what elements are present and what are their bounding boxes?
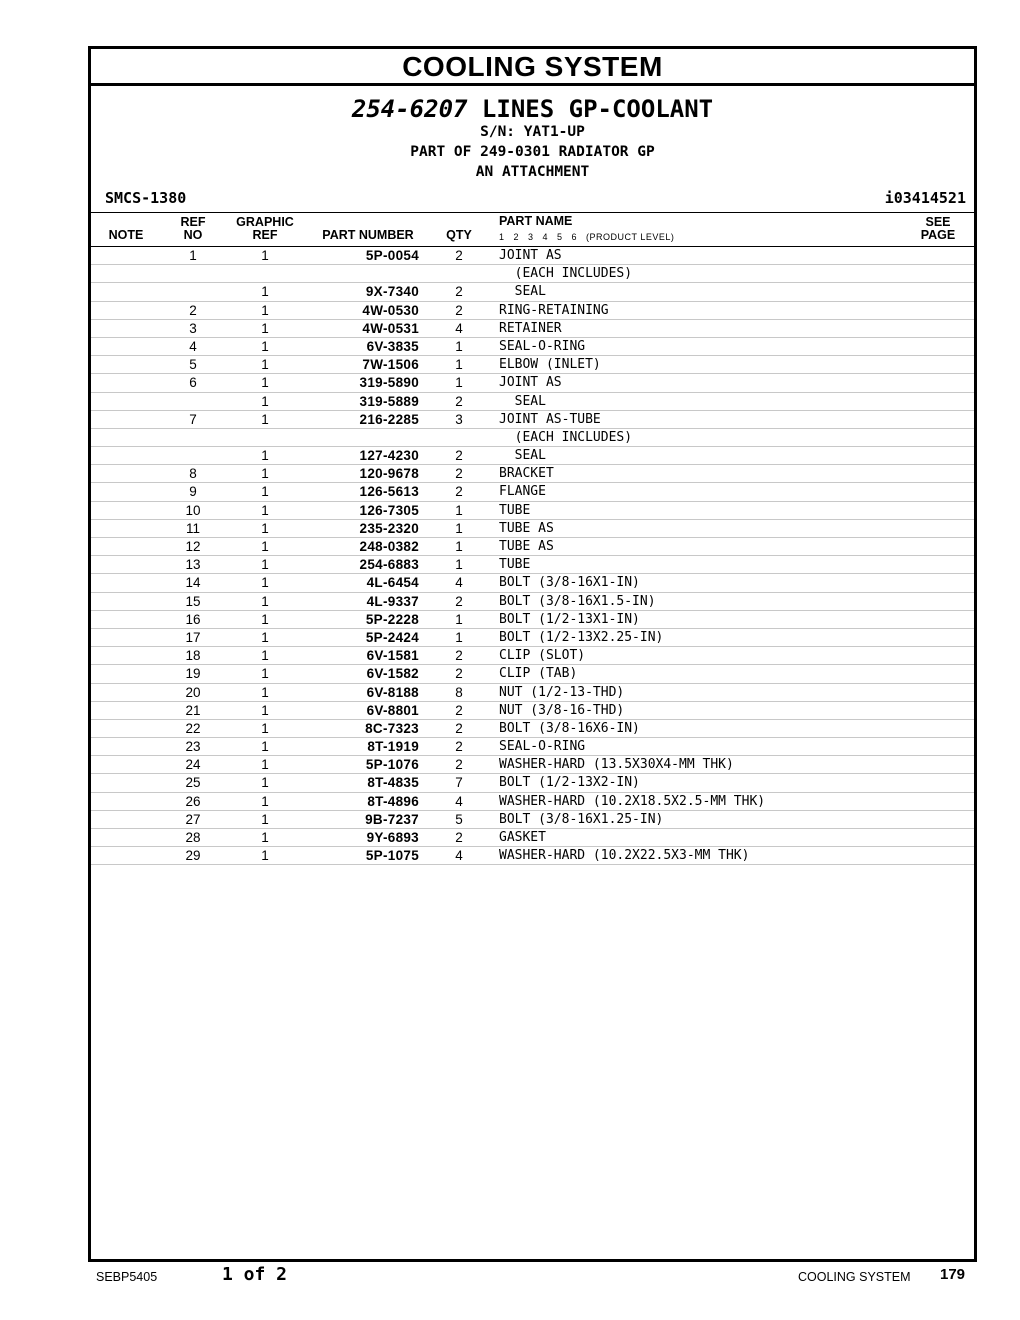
- ref-no-cell: 10: [185, 502, 201, 518]
- graphic-ref-cell: 1: [261, 557, 269, 573]
- part-name-cell: BOLT (3/8-16X1-IN): [499, 575, 640, 591]
- qty-cell: 1: [455, 338, 463, 354]
- footer-section: COOLING SYSTEM: [798, 1270, 911, 1284]
- part-number-cell: 5P-1075: [365, 848, 419, 864]
- table-row: [91, 593, 974, 611]
- part-of-line: PART OF 249-0301 RADIATOR GP: [410, 144, 655, 160]
- qty-cell: 2: [455, 648, 463, 664]
- ref-no-cell: 2: [189, 302, 197, 318]
- table-row: [91, 320, 974, 338]
- part-number-cell: 8C-7323: [365, 720, 419, 736]
- part-name-cell: SEAL: [499, 284, 546, 300]
- graphic-ref-cell: 1: [261, 593, 269, 609]
- table-row: [91, 665, 974, 683]
- part-name-cell: SEAL-O-RING: [499, 338, 586, 354]
- part-number-cell: 5P-1076: [365, 757, 419, 773]
- ref-no-cell: 21: [185, 702, 201, 718]
- header-part-number: PART NUMBER: [322, 228, 414, 242]
- graphic-ref-cell: 1: [261, 357, 269, 373]
- parts-list-frame: [88, 46, 977, 1262]
- qty-cell: 1: [455, 375, 463, 391]
- header-graphic-top: GRAPHIC: [236, 215, 294, 229]
- ref-no-cell: 23: [185, 739, 201, 755]
- part-number-cell: 7W-1506: [362, 357, 419, 373]
- table-row: [91, 793, 974, 811]
- part-name-cell: BOLT (1/2-13X1-IN): [499, 611, 640, 627]
- table-row: [91, 538, 974, 556]
- id-row: [91, 189, 974, 209]
- part-name-cell: BRACKET: [499, 466, 554, 482]
- part-number-cell: 319-5889: [359, 393, 419, 409]
- table-row: [91, 483, 974, 501]
- ref-no-cell: 13: [185, 557, 201, 573]
- part-number-cell: 248-0382: [359, 539, 419, 554]
- ref-no-cell: 29: [185, 848, 201, 864]
- graphic-ref-cell: 1: [261, 502, 269, 518]
- qty-cell: 4: [455, 575, 463, 591]
- part-number-cell: 8T-1919: [367, 739, 419, 755]
- graphic-ref-cell: 1: [261, 848, 269, 864]
- table-row: [91, 283, 974, 301]
- part-name-cell: RING-RETAINING: [499, 302, 609, 318]
- parts-table-body: [91, 247, 974, 865]
- table-row: [91, 738, 974, 756]
- part-number-cell: 126-5613: [359, 484, 419, 500]
- qty-cell: 1: [455, 539, 463, 554]
- graphic-ref-cell: 1: [261, 320, 269, 336]
- qty-cell: 2: [455, 593, 463, 609]
- header-note: NOTE: [108, 228, 144, 242]
- graphic-ref-cell: 1: [261, 775, 269, 791]
- qty-cell: 4: [455, 793, 463, 809]
- part-number-cell: 8T-4896: [367, 793, 419, 809]
- graphic-ref-cell: 1: [261, 302, 269, 318]
- part-number-cell: 4W-0530: [362, 302, 419, 318]
- part-number-cell: 254-6883: [359, 557, 419, 573]
- part-number-cell: 127-4230: [359, 448, 419, 464]
- part-name-cell: FLANGE: [499, 484, 546, 500]
- part-number-cell: 120-9678: [359, 466, 419, 482]
- part-name-cell: SEAL: [499, 393, 546, 409]
- table-row: [91, 829, 974, 847]
- footer-doc-id: SEBP5405: [96, 1270, 158, 1284]
- part-name-cell: BOLT (1/2-13X2-IN): [499, 775, 640, 791]
- qty-cell: 2: [455, 302, 463, 318]
- qty-cell: 1: [455, 502, 463, 518]
- part-name-cell: NUT (3/8-16-THD): [499, 702, 625, 718]
- attachment-line: AN ATTACHMENT: [475, 164, 590, 180]
- part-number-cell: 235-2320: [359, 520, 419, 536]
- qty-cell: 2: [455, 393, 463, 409]
- ref-no-cell: 15: [185, 593, 201, 609]
- qty-cell: 8: [455, 684, 463, 700]
- table-row: [91, 465, 974, 483]
- qty-cell: 1: [455, 557, 463, 573]
- table-row: [91, 756, 974, 774]
- ref-no-cell: 27: [185, 811, 201, 827]
- header-ref-top: REF: [180, 215, 206, 229]
- group-name: LINES GP-COOLANT: [481, 95, 714, 123]
- footer-page-of: 1 of 2: [222, 1264, 288, 1285]
- group-title: [91, 96, 974, 122]
- table-row: [91, 374, 974, 392]
- qty-cell: 2: [455, 466, 463, 482]
- part-number-cell: 9X-7340: [365, 284, 419, 300]
- ref-no-cell: 9: [189, 484, 197, 500]
- table-row: [91, 520, 974, 538]
- qty-cell: 1: [455, 357, 463, 373]
- ref-no-cell: 12: [185, 539, 201, 554]
- qty-cell: 2: [455, 248, 463, 263]
- qty-cell: 3: [455, 411, 463, 427]
- part-number-cell: 126-7305: [359, 502, 419, 518]
- ref-no-cell: 20: [185, 684, 201, 700]
- header-product-level: 1 2 3 4 5 6 (PRODUCT LEVEL): [499, 232, 675, 242]
- header-part-name: PART NAME: [499, 214, 573, 228]
- table-row: [91, 502, 974, 520]
- ref-no-cell: 28: [185, 830, 201, 845]
- group-number: 254-6207: [351, 95, 468, 123]
- qty-cell: 4: [455, 320, 463, 336]
- part-name-cell: BOLT (3/8-16X1.5-IN): [499, 593, 656, 609]
- part-number-cell: 8T-4835: [367, 775, 419, 791]
- table-row: [91, 247, 974, 265]
- part-number-cell: 319-5890: [359, 375, 419, 391]
- ref-no-cell: 18: [185, 648, 201, 664]
- qty-cell: 5: [455, 811, 463, 827]
- graphic-ref-cell: 1: [261, 629, 269, 645]
- part-name-cell: CLIP (TAB): [499, 666, 578, 682]
- graphic-ref-cell: 1: [261, 757, 269, 773]
- part-name-cell: (EACH INCLUDES): [499, 429, 633, 445]
- part-number-cell: 6V-8801: [366, 702, 419, 718]
- part-name-cell: TUBE AS: [499, 539, 554, 554]
- part-number-cell: 9Y-6893: [366, 830, 419, 845]
- part-name-cell: JOINT AS: [499, 248, 562, 263]
- qty-cell: 2: [455, 720, 463, 736]
- graphic-ref-cell: 1: [261, 739, 269, 755]
- table-row: [91, 556, 974, 574]
- part-number-cell: 4L-6454: [366, 575, 419, 591]
- graphic-ref-cell: 1: [261, 338, 269, 354]
- header-see-top: SEE: [925, 215, 951, 229]
- table-row: [91, 338, 974, 356]
- table-row: [91, 429, 974, 447]
- part-number-cell: 5P-0054: [365, 248, 419, 263]
- header-qty: QTY: [446, 228, 472, 242]
- ref-no-cell: 14: [185, 575, 201, 591]
- qty-cell: 2: [455, 830, 463, 845]
- header-see-bottom: PAGE: [920, 228, 956, 242]
- part-name-cell: ELBOW (INLET): [499, 357, 601, 373]
- graphic-ref-cell: 1: [261, 793, 269, 809]
- table-row: [91, 774, 974, 792]
- ref-no-cell: 25: [185, 775, 201, 791]
- table-row: [91, 811, 974, 829]
- part-name-cell: SEAL: [499, 448, 546, 464]
- ref-no-cell: 11: [185, 520, 200, 536]
- ref-no-cell: 3: [189, 320, 197, 336]
- graphic-ref-cell: 1: [261, 466, 269, 482]
- table-row: [91, 302, 974, 320]
- qty-cell: 4: [455, 848, 463, 864]
- part-number-cell: 6V-3835: [366, 338, 419, 354]
- ref-no-cell: 19: [185, 666, 201, 682]
- ref-no-cell: 26: [185, 793, 201, 809]
- table-row: [91, 611, 974, 629]
- column-headers: [91, 215, 974, 245]
- illustration-id: i03414521: [884, 189, 966, 207]
- header-graphic-bottom: REF: [252, 228, 278, 242]
- qty-cell: 2: [455, 702, 463, 718]
- table-row: [91, 356, 974, 374]
- graphic-ref-cell: 1: [261, 375, 269, 391]
- ref-no-cell: 22: [185, 720, 201, 736]
- ref-no-cell: 7: [189, 411, 197, 427]
- table-row: [91, 720, 974, 738]
- part-number-cell: 6V-8188: [366, 684, 419, 700]
- ref-no-cell: 24: [185, 757, 201, 773]
- graphic-ref-cell: 1: [261, 448, 269, 464]
- ref-no-cell: 1: [189, 248, 197, 263]
- graphic-ref-cell: 1: [261, 611, 269, 627]
- part-name-cell: SEAL-O-RING: [499, 739, 586, 755]
- graphic-ref-cell: 1: [261, 720, 269, 736]
- part-number-cell: 5P-2424: [365, 629, 419, 645]
- part-number-cell: 6V-1582: [366, 666, 419, 682]
- ref-no-cell: 6: [189, 375, 197, 391]
- graphic-ref-cell: 1: [261, 666, 269, 682]
- part-name-cell: TUBE AS: [499, 520, 554, 536]
- part-name-cell: NUT (1/2-13-THD): [499, 684, 625, 700]
- table-row: [91, 629, 974, 647]
- qty-cell: 2: [455, 739, 463, 755]
- graphic-ref-cell: 1: [261, 284, 269, 300]
- part-name-cell: JOINT AS: [499, 375, 562, 391]
- table-row: [91, 684, 974, 702]
- qty-cell: 1: [455, 611, 463, 627]
- table-row: [91, 393, 974, 411]
- graphic-ref-cell: 1: [261, 484, 269, 500]
- graphic-ref-cell: 1: [261, 702, 269, 718]
- part-name-cell: WASHER-HARD (13.5X30X4-MM THK): [499, 757, 734, 773]
- ref-no-cell: 17: [185, 629, 201, 645]
- header-ref-bottom: NO: [183, 228, 203, 242]
- graphic-ref-cell: 1: [261, 648, 269, 664]
- part-number-cell: 9B-7237: [365, 811, 419, 827]
- qty-cell: 7: [455, 775, 463, 791]
- graphic-ref-cell: 1: [261, 393, 269, 409]
- part-number-cell: 6V-1581: [366, 648, 419, 664]
- part-name-cell: JOINT AS-TUBE: [499, 411, 601, 427]
- graphic-ref-cell: 1: [261, 248, 269, 263]
- part-name-cell: CLIP (SLOT): [499, 648, 586, 664]
- graphic-ref-cell: 1: [261, 411, 269, 427]
- part-name-cell: BOLT (3/8-16X6-IN): [499, 720, 640, 736]
- graphic-ref-cell: 1: [261, 520, 269, 536]
- ref-no-cell: 4: [189, 338, 197, 354]
- ref-no-cell: 5: [189, 357, 197, 373]
- section-title: COOLING SYSTEM: [91, 49, 974, 86]
- part-name-cell: TUBE: [499, 557, 531, 573]
- part-number-cell: 5P-2228: [365, 611, 419, 627]
- table-row: [91, 647, 974, 665]
- part-name-cell: BOLT (1/2-13X2.25-IN): [499, 629, 664, 645]
- qty-cell: 1: [455, 629, 463, 645]
- ref-no-cell: 8: [189, 466, 197, 482]
- smcs-code: SMCS-1380: [105, 189, 187, 207]
- graphic-ref-cell: 1: [261, 684, 269, 700]
- table-row: [91, 574, 974, 592]
- table-row: [91, 702, 974, 720]
- table-row: [91, 411, 974, 429]
- header-top-rule: [91, 212, 974, 213]
- table-row: [91, 447, 974, 465]
- footer-page-number: 179: [940, 1266, 966, 1283]
- graphic-ref-cell: 1: [261, 575, 269, 591]
- serial-range: S/N: YAT1-UP: [480, 124, 585, 140]
- graphic-ref-cell: 1: [261, 811, 269, 827]
- ref-no-cell: 16: [185, 611, 201, 627]
- qty-cell: 2: [455, 484, 463, 500]
- part-name-cell: TUBE: [499, 502, 531, 518]
- part-name-cell: GASKET: [499, 830, 546, 845]
- qty-cell: 2: [455, 757, 463, 773]
- qty-cell: 2: [455, 666, 463, 682]
- part-number-cell: 216-2285: [359, 411, 419, 427]
- part-number-cell: 4L-9337: [366, 593, 419, 609]
- qty-cell: 2: [455, 284, 463, 300]
- qty-cell: 1: [455, 520, 463, 536]
- part-number-cell: 4W-0531: [362, 320, 419, 336]
- table-row: [91, 847, 974, 865]
- page-footer: [0, 1262, 1020, 1292]
- part-name-cell: WASHER-HARD (10.2X18.5X2.5-MM THK): [499, 793, 766, 809]
- part-name-cell: RETAINER: [499, 320, 562, 336]
- qty-cell: 2: [455, 448, 463, 464]
- graphic-ref-cell: 1: [261, 539, 269, 554]
- part-name-cell: (EACH INCLUDES): [499, 266, 633, 282]
- part-name-cell: BOLT (3/8-16X1.25-IN): [499, 811, 664, 827]
- graphic-ref-cell: 1: [261, 830, 269, 845]
- table-row: [91, 265, 974, 283]
- part-name-cell: WASHER-HARD (10.2X22.5X3-MM THK): [499, 848, 750, 864]
